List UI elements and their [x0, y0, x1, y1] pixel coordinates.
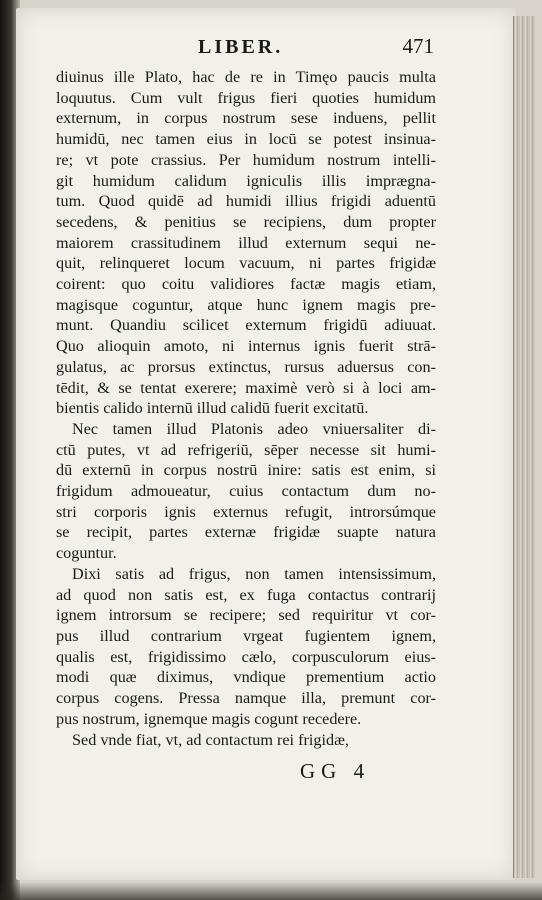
- text-line: se recipit, partes externæ frigidæ suapte natura: [56, 523, 436, 542]
- text-line: coguntur.: [56, 544, 117, 563]
- text-line: corpus cogens. Pressa namque illa, premunt cor-: [56, 689, 436, 708]
- text-line: magisque coguntur, atque hunc ignem magis pre-: [56, 295, 436, 314]
- text-line: gulatus, ac prorsus extinctus, rursus aduersus con-: [56, 357, 436, 376]
- text-line: pus illud contrarium vrgeat fugientem ignem,: [56, 626, 436, 645]
- text-line: secedens, & penitius se recipiens, dum propter: [56, 212, 436, 231]
- text-line: dū externū in corpus nostrū inire: satis est enim, si: [56, 461, 436, 480]
- paragraph: [56, 67, 436, 419]
- text-line: qualis est, frigidissimo cælo, corpusculorum eius-: [56, 647, 436, 666]
- text-line: loquutus. Cum vult frigus fieri quoties humidum: [56, 88, 436, 107]
- text-line: maiorem crassitudinem illud externum sequi ne-: [56, 233, 436, 252]
- text-line: ctū putes, vt ad refrigeriū, sēper necesse sit humi-: [56, 440, 436, 459]
- text-line: munt. Quandiu scilicet externum frigidū adiuuat.: [56, 316, 436, 335]
- paragraph: [56, 419, 436, 564]
- text-line: tum. Quod quidē ad humidi illius frigidi aduentū: [56, 192, 436, 211]
- text-line: humidū, nec tamen eius in locū se potest insinua-: [56, 130, 436, 149]
- text-line: git humidum calidum igniculis illis imprægna-: [56, 171, 436, 190]
- paragraph: [56, 564, 436, 730]
- text-line: coirent: quo coitu validiores factæ magis etiam,: [56, 275, 436, 294]
- text-line: modi quæ diximus, vndique prementium actio: [56, 668, 436, 687]
- page-header: [56, 34, 438, 68]
- text-line: diuinus ille Plato, hac de re in Timęo paucis multa: [56, 68, 436, 86]
- text-line: bientis calido internū illud calidū fuerit excitatū.: [56, 399, 369, 418]
- paragraph: [56, 730, 436, 751]
- text-line: externum, in corpus nostrum sese induens, pellit: [56, 109, 436, 128]
- body-text: [56, 67, 436, 750]
- signature-mark: GG 4: [300, 759, 371, 783]
- text-line: Dixi satis ad frigus, non tamen intensissimum,: [72, 564, 436, 583]
- text-line: pus nostrum, ignemque magis cogunt recedere.: [56, 709, 362, 728]
- text-line: Nec tamen illud Platonis adeo vniuersaliter di-: [72, 419, 436, 438]
- text-line: stri corporis ignis externus refugit, introrsúmque: [56, 502, 436, 521]
- text-line: ad quod non satis est, ex fuga contactus contrarij: [56, 585, 436, 604]
- text-line: tēdit, & se tentat exerere; maximè verò si à loci am-: [56, 378, 436, 397]
- page-number: 471: [402, 34, 434, 58]
- running-head: LIBER.: [198, 36, 284, 58]
- text-line: re; vt pote crassius. Per humidum nostrum intelli-: [56, 150, 436, 169]
- text-line: quit, relinqueret locum vacuum, ni partes frigidæ: [56, 254, 436, 273]
- text-line: Sed vnde fiat, vt, ad contactum rei frigidæ,: [72, 730, 349, 749]
- text-line: Quo alioquin amoto, ni internus ignis fuerit strā-: [56, 337, 436, 356]
- text-line: ignem introrsum se recipere; sed requiritur vt cor-: [56, 606, 436, 625]
- page-edges: [513, 16, 536, 878]
- text-line: frigidum admoueatur, cuius contactum dum no-: [56, 482, 436, 501]
- bottom-shadow: [0, 882, 542, 900]
